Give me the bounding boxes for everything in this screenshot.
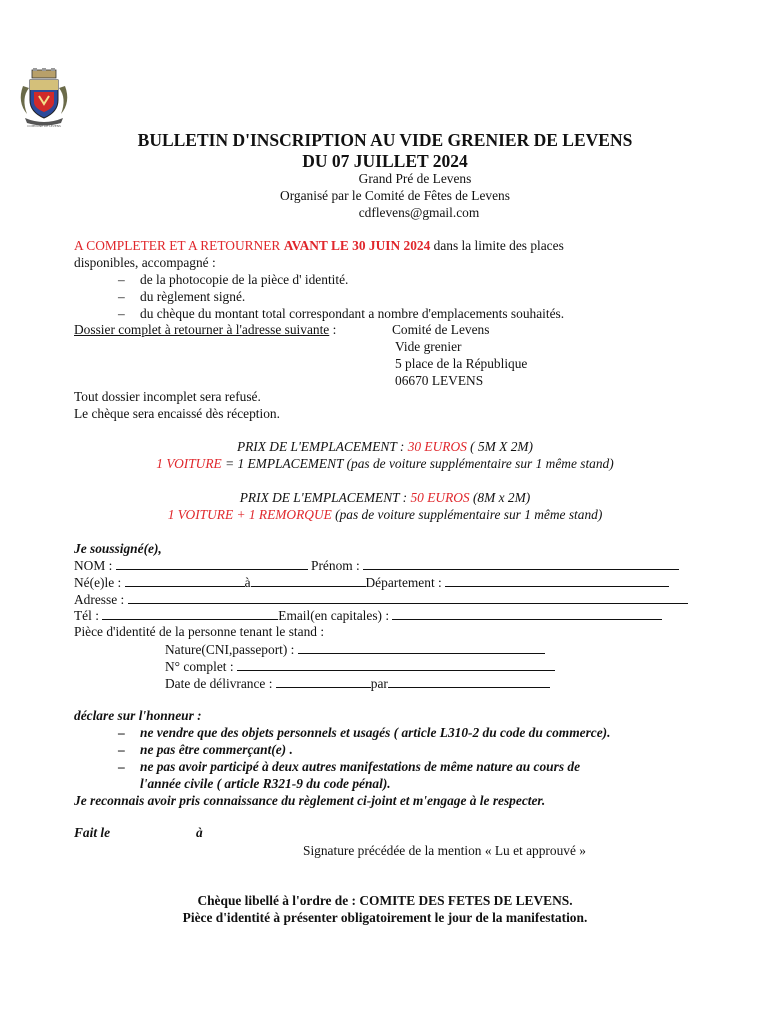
- declaration-item-text: ne pas avoir participé à deux autres manifestations de même nature au cours de: [140, 759, 581, 774]
- page-title-date: DU 07 JUILLET 2024: [302, 151, 468, 171]
- price-1-vehicle: 1 VOITURE: [156, 456, 222, 471]
- declaration-item: – ne vendre que des objets personnels et usagés ( article L310-2 du code du commerce).: [118, 725, 611, 740]
- fait-le-label: Fait le: [74, 825, 111, 840]
- birthdate-label: Né(e)le :: [74, 575, 125, 590]
- instructions-rest: dans la limite des places: [430, 238, 564, 253]
- email-field[interactable]: [392, 607, 662, 620]
- declaration-item-continued: l'année civile ( article R321-9 du code pénal).: [140, 776, 391, 791]
- form-row-birth: [74, 574, 669, 592]
- delivrance-label: Date de délivrance :: [165, 676, 276, 691]
- email-label: Email(en capitales) :: [278, 608, 393, 623]
- prenom-field[interactable]: [363, 557, 679, 570]
- note: Tout dossier incomplet sera refusé.: [74, 389, 261, 404]
- nom-label: NOM :: [74, 558, 116, 573]
- tel-field[interactable]: [102, 607, 278, 620]
- deadline: AVANT LE 30 JUIN 2024: [283, 238, 431, 253]
- instructions-red-intro: A COMPLETER ET A RETOURNER: [74, 238, 284, 253]
- nature-field[interactable]: [298, 641, 545, 654]
- venue: Grand Pré de Levens: [358, 171, 472, 186]
- birthplace-field[interactable]: [251, 574, 366, 587]
- form-row-name: [74, 557, 679, 575]
- adresse-label: Adresse :: [74, 592, 128, 607]
- list-item: – de la photocopie de la pièce d' identité.: [118, 272, 349, 287]
- price-2-vehicle: 1 VOITURE + 1 REMORQUE: [167, 507, 332, 522]
- price-1-size: ( 5M X 2M): [466, 439, 534, 454]
- nature-label: Nature(CNI,passeport) :: [165, 642, 298, 657]
- instructions-line1: [74, 238, 564, 255]
- price-2-amount: 50 EUROS: [410, 490, 470, 505]
- delivrance-par-field[interactable]: [388, 675, 550, 688]
- contact-email: cdflevens@gmail.com: [358, 205, 480, 220]
- address-line: 06670 LEVENS: [395, 373, 484, 388]
- form-row-nature: [165, 641, 545, 659]
- price-1-rest: = 1 EMPLACEMENT (pas de voiture supplémentaire sur 1 même stand): [221, 456, 614, 471]
- address-line: 5 place de la République: [395, 356, 528, 371]
- declaration-item: – ne pas être commerçant(e) .: [118, 742, 293, 757]
- address-line: Vide grenier: [395, 339, 462, 354]
- id-reminder: Pièce d'identité à présenter obligatoirement le jour de la manifestation.: [182, 910, 588, 925]
- par-label: par: [370, 676, 388, 691]
- declaration-heading: déclare sur l'honneur :: [74, 708, 202, 723]
- price-1-detail: [0, 456, 770, 473]
- address-label: Dossier complet à retourner à l'adresse suivante: [74, 322, 330, 337]
- page-title: BULLETIN D'INSCRIPTION AU VIDE GRENIER DE LEVENS: [137, 130, 633, 150]
- price-1-amount: 30 EUROS: [407, 439, 467, 454]
- price-2-detail: [0, 507, 770, 524]
- cheque-order: Chèque libellé à l'ordre de : COMITE DES FETES DE LEVENS.: [197, 893, 573, 908]
- declaration-item-text: ne vendre que des objets personnels et usagés ( article L310-2 du code du commerce).: [140, 725, 611, 740]
- declaration-item-text: ne pas être commerçant(e) .: [140, 742, 293, 757]
- price-2: [0, 490, 770, 507]
- price-2-size: (8M x 2M): [469, 490, 531, 505]
- birthplace-label: à: [244, 575, 251, 590]
- list-item-text: du règlement signé.: [140, 289, 246, 304]
- crest-caption: COMMUNE DE LEVENS: [27, 124, 61, 128]
- delivrance-date-field[interactable]: [276, 675, 371, 688]
- numero-field[interactable]: [237, 658, 555, 671]
- prenom-label: Prénom :: [307, 558, 364, 573]
- list-item: – du chèque du montant total correspondant a nombre d'emplacements souhaités.: [118, 306, 565, 321]
- nom-field[interactable]: [116, 557, 308, 570]
- declaration-item: – ne pas avoir participé à deux autres manifestations de même nature au cours de: [118, 759, 581, 774]
- reconnais-statement: Je reconnais avoir pris connaissance du règlement ci-joint et m'engage à le respecter.: [74, 793, 546, 808]
- list-item: – du règlement signé.: [118, 289, 246, 304]
- price-2-label: PRIX DE L'EMPLACEMENT :: [239, 490, 411, 505]
- note: Le chèque sera encaissé dès réception.: [74, 406, 280, 421]
- price-1-label: PRIX DE L'EMPLACEMENT :: [236, 439, 408, 454]
- form-row-delivrance: [165, 675, 550, 693]
- birthdate-field[interactable]: [125, 574, 245, 587]
- list-item-text: de la photocopie de la pièce d' identité.: [140, 272, 349, 287]
- form-row-numero: [165, 658, 555, 676]
- instructions-line2: disponibles, accompagné :: [74, 255, 216, 270]
- levens-crest-logo: [17, 68, 71, 128]
- price-1: [0, 439, 770, 456]
- address-label-line: [74, 322, 336, 339]
- organizer: Organisé par le Comité de Fêtes de Levens: [280, 188, 510, 203]
- form-row-contact: [74, 607, 662, 625]
- id-heading: Pièce d'identité de la personne tenant le stand :: [74, 624, 325, 639]
- numero-label: N° complet :: [165, 659, 237, 674]
- departement-field[interactable]: [445, 574, 669, 587]
- address-separator: :: [329, 322, 337, 337]
- list-item-text: du chèque du montant total correspondant a nombre d'emplacements souhaités.: [140, 306, 565, 321]
- adresse-field[interactable]: [128, 591, 688, 604]
- form-heading: Je soussigné(e),: [74, 541, 162, 556]
- signature-mention: Signature précédée de la mention « Lu et approuvé »: [303, 843, 586, 858]
- address-line: Comité de Levens: [392, 322, 490, 337]
- price-2-rest: (pas de voiture supplémentaire sur 1 même stand): [331, 507, 603, 522]
- tel-label: Tél :: [74, 608, 103, 623]
- departement-label: Département :: [365, 575, 446, 590]
- fait-a-label: à: [196, 825, 203, 840]
